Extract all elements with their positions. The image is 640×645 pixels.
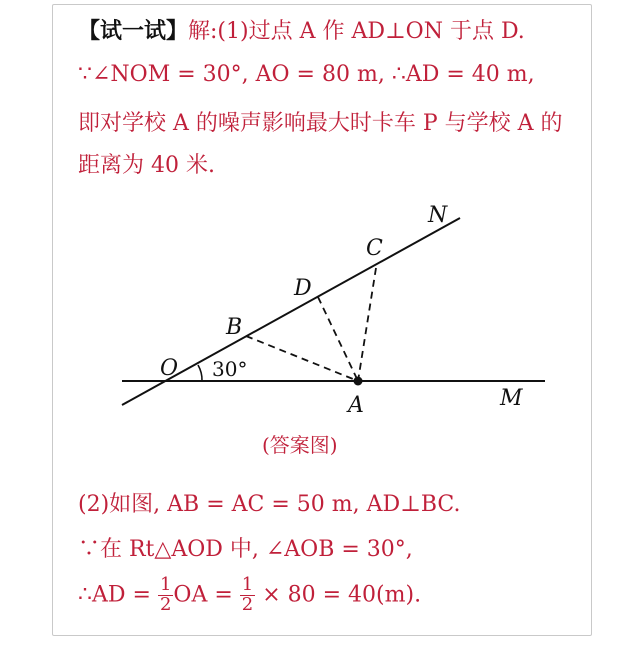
part2-line-2: ∵在 Rt△AOD 中, ∠AOB = 30°,	[78, 537, 413, 562]
part2-line-3	[78, 576, 421, 615]
try-it-title: 【试一试】	[78, 18, 189, 44]
fraction-numerator: 1	[159, 574, 172, 595]
equation-mid: OA =	[173, 582, 233, 608]
fraction-one-half-1	[158, 576, 173, 615]
part2-line-1: (2)如图, AB = AC = 50 m, AD⊥BC.	[78, 492, 461, 517]
label-M: M	[500, 386, 523, 411]
segment-AD	[318, 297, 358, 381]
fraction-one-half-2	[240, 576, 255, 615]
segment-AB	[246, 336, 358, 381]
solution-step-1: 解:(1)过点 A 作 AD⊥ON 于点 D.	[188, 19, 525, 44]
label-B: B	[226, 315, 243, 340]
conclusion-line-1: 即对学校 A 的噪声影响最大时卡车 P 与学校 A 的	[78, 111, 563, 136]
fraction-denominator: 2	[159, 593, 172, 615]
equation-end: × 80 = 40(m).	[262, 582, 422, 608]
label-O: O	[160, 356, 179, 381]
equation-start: ∴AD =	[78, 582, 151, 608]
label-D: D	[294, 276, 312, 301]
label-C: C	[366, 236, 383, 261]
point-A	[354, 377, 363, 386]
label-A: A	[348, 393, 364, 418]
figure-caption: (答案图)	[262, 433, 338, 457]
label-angle: 30°	[212, 357, 248, 381]
fraction-denominator: 2	[241, 593, 254, 615]
conclusion-line-2: 距离为 40 米.	[78, 153, 215, 178]
label-N: N	[428, 203, 448, 228]
given-statement: ∵∠NOM = 30°, AO = 80 m, ∴AD = 40 m,	[78, 62, 535, 87]
segment-AC	[358, 268, 376, 381]
angle-arc	[198, 365, 202, 381]
fraction-numerator: 1	[241, 574, 254, 595]
